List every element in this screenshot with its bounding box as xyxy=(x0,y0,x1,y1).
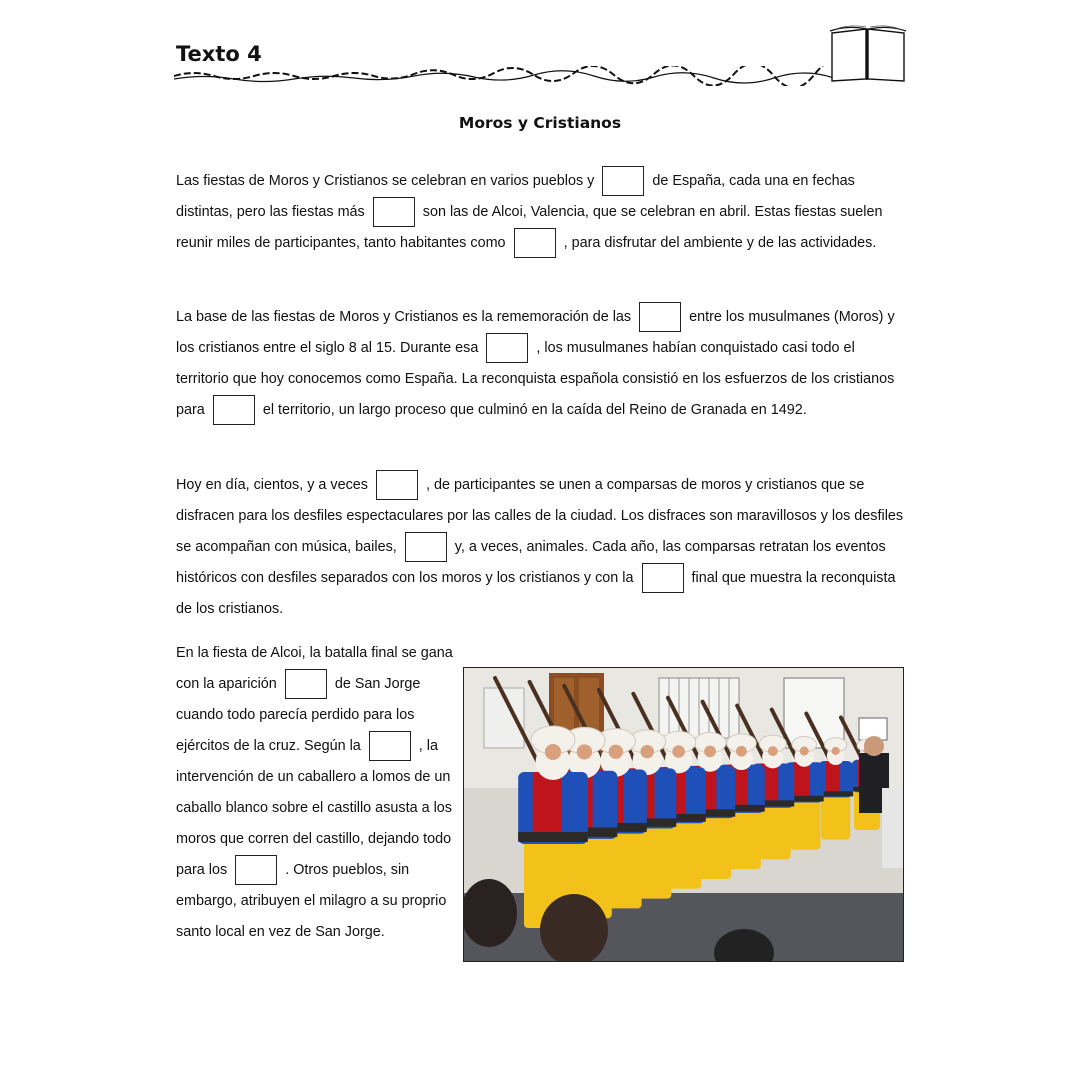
blank-box[interactable] xyxy=(235,855,277,885)
text-segment: La base de las fiestas de Moros y Cristianos es la rememoración de las xyxy=(176,309,632,325)
blank-box[interactable] xyxy=(486,333,528,363)
text-segment: el territorio, un largo proceso que culminó en la caída del Reino de Granada en 1492. xyxy=(262,402,807,418)
paragraph-4 xyxy=(176,638,461,948)
text-segment: final que muestra la reconquista de los cristianos. xyxy=(176,570,896,617)
document-title: Moros y Cristianos xyxy=(458,114,622,132)
text-segment: son las de Alcoi, Valencia, que se celebran en abril. Estas fiestas suelen reunir miles de participantes, tanto habitantes como xyxy=(176,204,883,251)
wavy-divider xyxy=(174,66,834,86)
paragraph-2 xyxy=(176,302,906,426)
parade-illustration xyxy=(464,668,904,962)
paragraph-1 xyxy=(176,166,906,259)
blank-box[interactable] xyxy=(642,563,684,593)
blank-box[interactable] xyxy=(369,731,411,761)
text-segment: , de participantes se unen a comparsas de moros y cristianos que se disfracen para los desfiles espectaculares por las calles de la ciudad. Los disfraces son maravillosos y los desfiles se acompañan con música, bailes, xyxy=(176,477,904,555)
blank-box[interactable] xyxy=(602,166,644,196)
text-segment: entre los musulmanes (Moros) y los cristianos entre el siglo 8 al 15. Durante esa xyxy=(176,309,895,356)
blank-box[interactable] xyxy=(376,470,418,500)
text-segment: , la intervención de un caballero a lomos de un caballo blanco sobre el castillo asusta a los moros que corren del castillo, dejando todo para los xyxy=(176,738,452,878)
blank-box[interactable] xyxy=(213,395,255,425)
blank-box[interactable] xyxy=(514,228,556,258)
text-segment: Las fiestas de Moros y Cristianos se celebran en varios pueblos y xyxy=(176,173,595,189)
blank-box[interactable] xyxy=(373,197,415,227)
text-segment: y, a veces, animales. Cada año, las comparsas retratan los eventos históricos con desfiles separados con los moros y los cristianos y con la xyxy=(176,539,886,586)
text-segment: . Otros pueblos, sin embargo, atribuyen el milagro a su proprio santo local en vez de San Jorge. xyxy=(176,862,447,940)
parade-photo xyxy=(463,667,904,962)
text-segment: En la fiesta de Alcoi, la batalla final se gana con la aparición xyxy=(176,645,453,692)
section-title: Texto 4 xyxy=(176,42,262,66)
text-segment: , los musulmanes habían conquistado casi todo el territorio que hoy conocemos como España. La reconquista española consistió en los esfuerzos de los cristianos para xyxy=(176,340,895,418)
open-book-icon xyxy=(828,25,908,83)
text-segment: Hoy en día, cientos, y a veces xyxy=(176,477,368,493)
text-segment: de España, cada una en fechas distintas, pero las fiestas más xyxy=(176,173,855,220)
text-segment: de San Jorge cuando todo parecía perdido para los ejércitos de la cruz. Según la xyxy=(176,676,421,754)
paragraph-3 xyxy=(176,470,906,625)
blank-box[interactable] xyxy=(639,302,681,332)
text-segment: , para disfrutar del ambiente y de las actividades. xyxy=(563,235,877,251)
blank-box[interactable] xyxy=(285,669,327,699)
blank-box[interactable] xyxy=(405,532,447,562)
